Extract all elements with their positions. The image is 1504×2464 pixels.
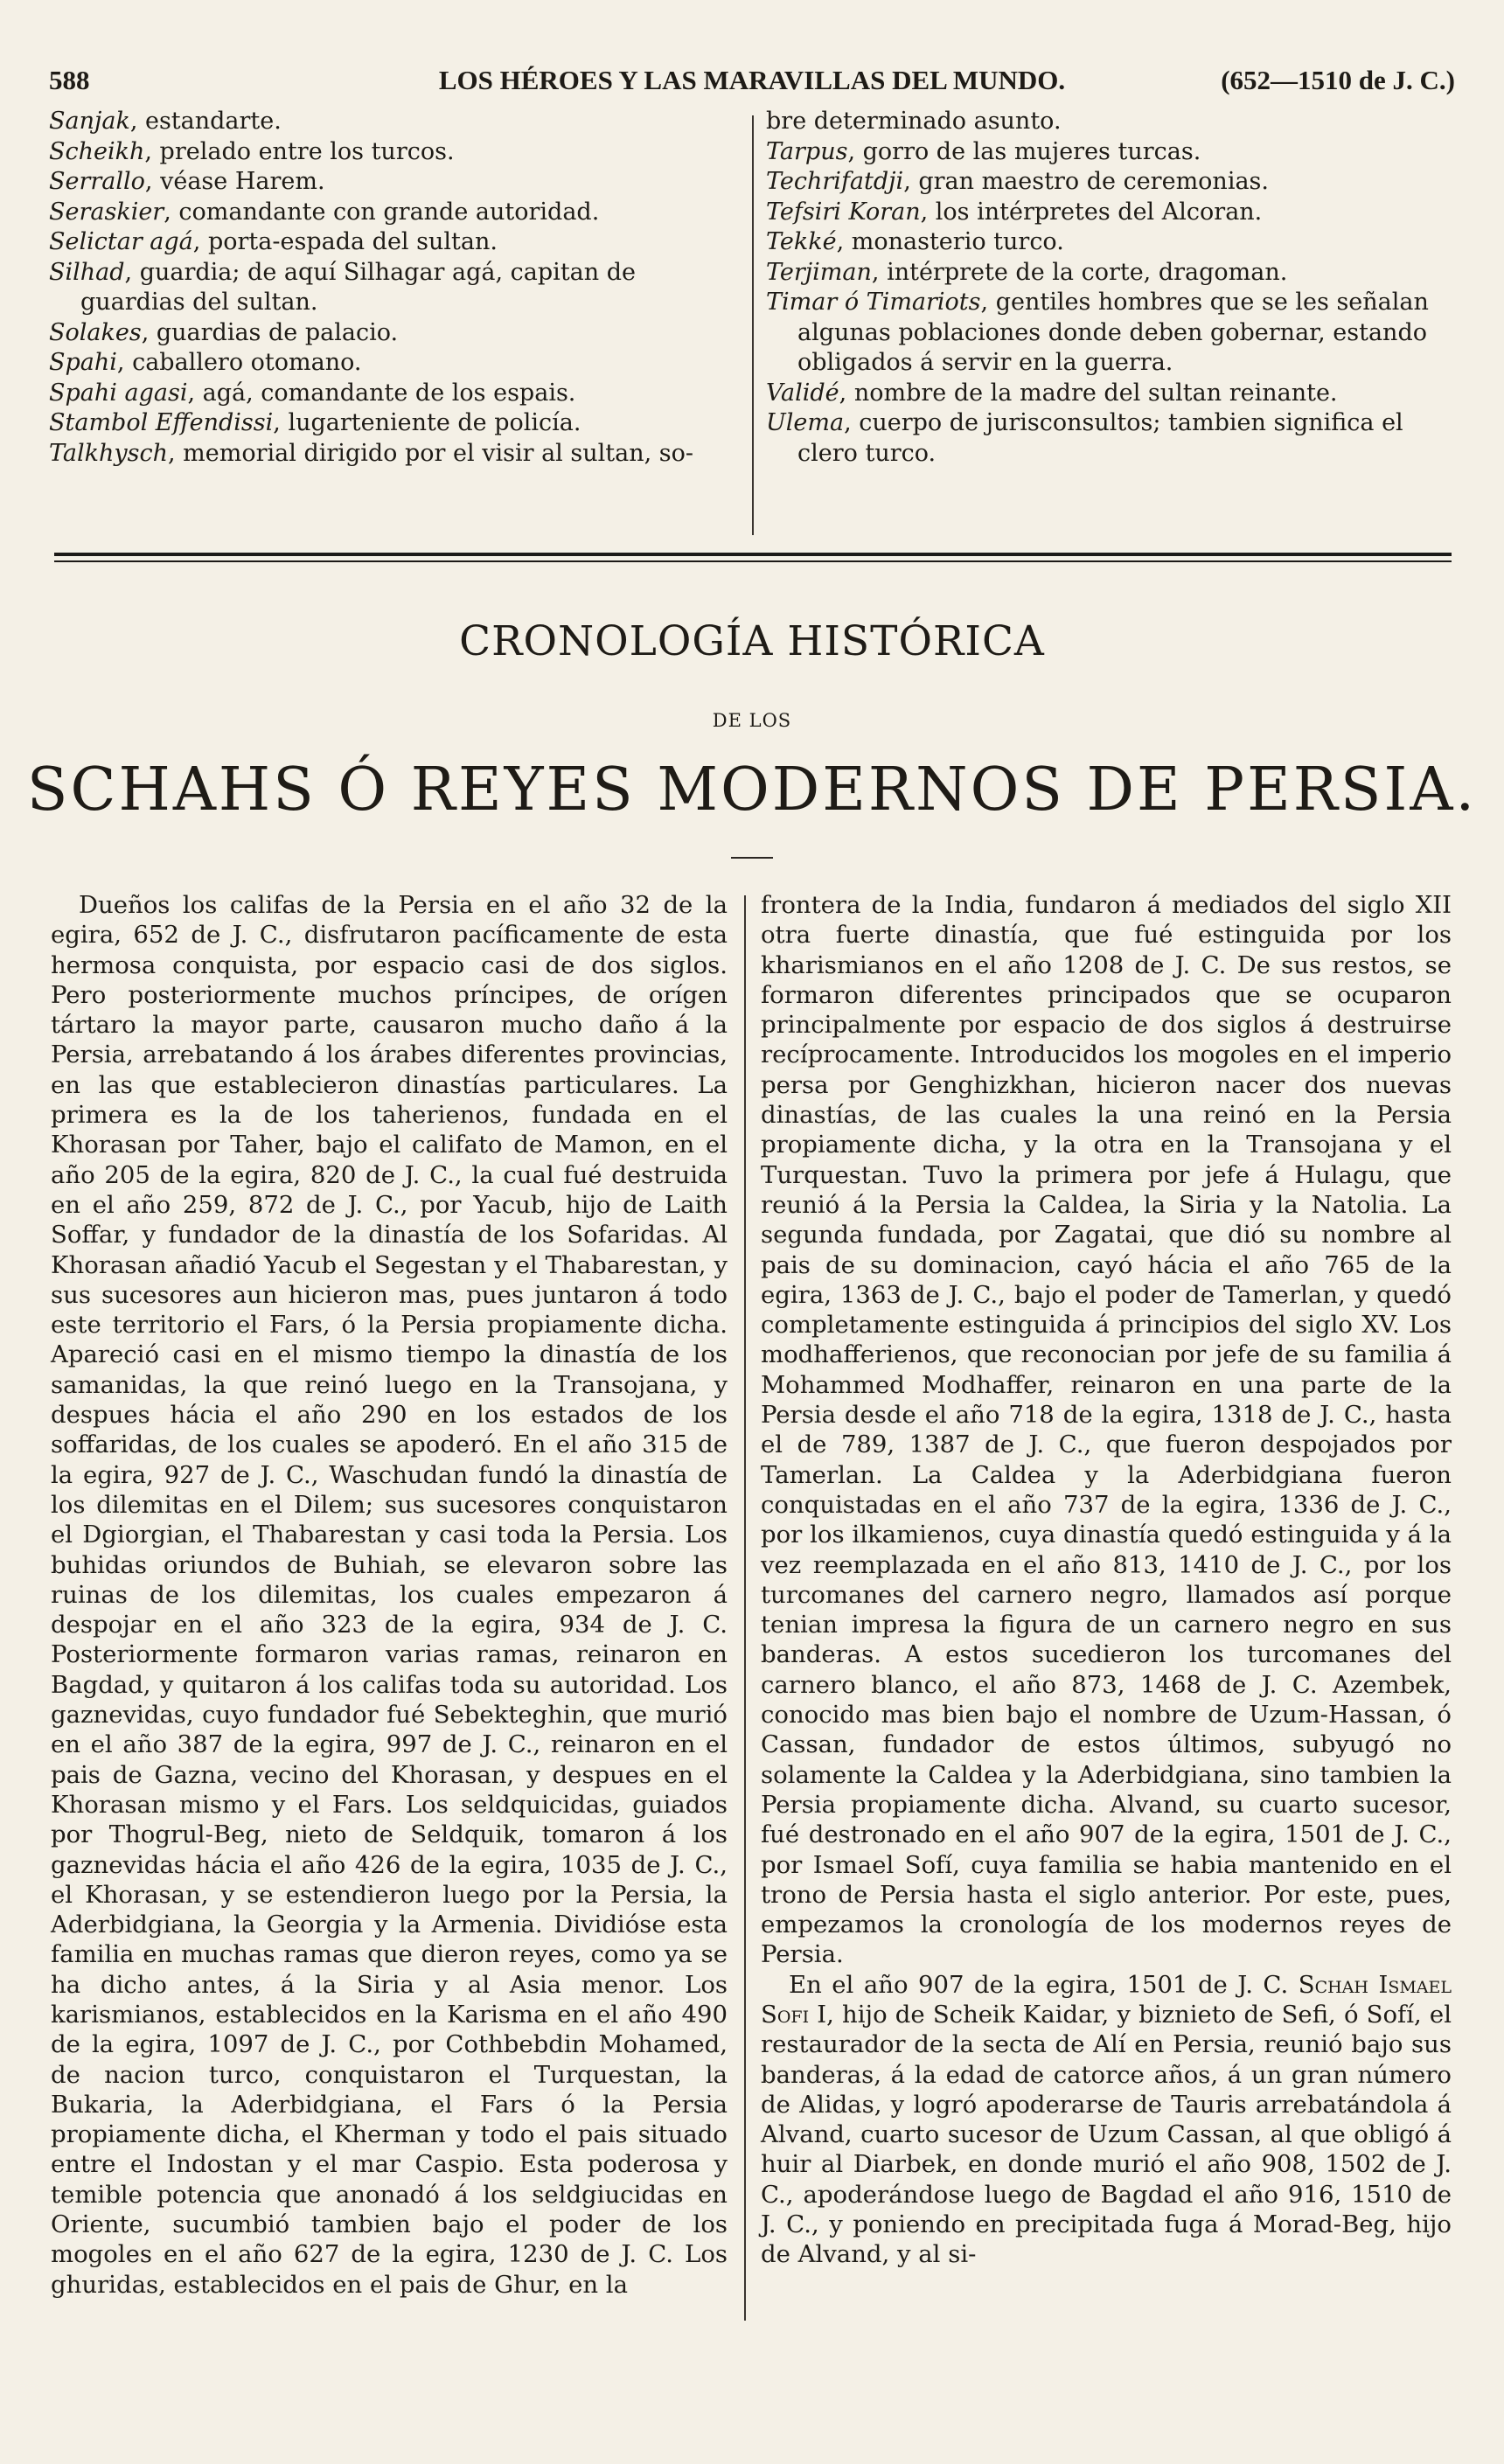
running-dates: (652—1510 de J. C.): [1221, 65, 1455, 95]
glossary-entry: Timar ó Timariots, gentiles hombres que se les señalan algunas poblaciones donde deben gobernar, estando obligados á servir en la guerra.: [766, 289, 1429, 376]
glossary-entry: Selictar agá, porta-espada del sultan.: [49, 228, 498, 255]
glossary-left-column: [49, 107, 740, 469]
section-title: CRONOLOGÍA HISTÓRICA: [459, 617, 1045, 665]
section-divider-thin: [54, 560, 1452, 562]
section-divider-thick: [54, 553, 1452, 556]
body-paragraph: frontera de la India, fundaron á mediados del siglo XII otra fuerte dinastía, que fué estinguida por los kharismianos en el año 1208 de J. C. De sus restos, se formaron diferentes principados que se ocuparon principalmente por espacio de dos siglos á destruirse recíprocamente. Introducidos los mogoles en el imperio persa por Genghizkhan, hicieron nacer dos nuevas dinastías, de las cuales la una reinó en la Persia propiamente dicha, y la otra en la Transojana y el Turquestan. Tuvo la primera por jefe á Hulagu, que reunió á la Persia la Caldea, la Siria y la Natolia. La segunda fundada, por Zagatai, que dió su nombre al pais de su dominacion, cayó hácia el año 765 de la egira, 1363 de J. C., bajo el poder de Tamerlan, y quedó completamente estinguida á principios del siglo XV. Los modhafferienos, que reconocian por jefe de su familia á Mohammed Modhaffer, reinaron en una parte de la Persia desde el año 718 de la egira, 1318 de J. C., hasta el de 789, 1387 de J. C., que fueron despojados por Tamerlan. La Caldea y la Aderbidgiana fueron conquistadas en el año 737 de la egira, 1336 de J. C., por los ilkamienos, cuya dinastía quedó estinguida y á la vez reemplazada en el año 813, 1410 de J. C., por los turcomanes del carnero negro, llamados así porque tenian impresa la figura de un carnero negro en sus banderas. A estos sucedieron los turcomanes del carnero blanco, el año 873, 1468 de J. C. Azembek, conocido mas bien bajo el nombre de Uzum-Hassan, ó Cassan, fundador de estos últimos, subyugó no solamente la Caldea y la Aderbidgiana, sino tambien la Persia propiamente dicha. Alvand, su cuarto sucesor, fué destronado en el año 907 de la egira, 1501 de J. C., por Ismael Sofí, cuya familia se habia mantenido en el trono de Persia hasta el siglo anterior. Por este, pues, empezamos la cronología de los modernos reyes de Persia.: [761, 891, 1452, 1969]
glossary-entry: Serrallo, véase Harem.: [49, 168, 325, 195]
glossary-entry: Techrifatdji, gran maestro de ceremonias.: [766, 168, 1269, 195]
glossary-right-column: [766, 107, 1455, 469]
glossary-entry: Ulema, cuerpo de jurisconsultos; tambien significa el clero turco.: [766, 409, 1403, 467]
glossary-entry: Tefsiri Koran, los intérpretes del Alcoran.: [766, 198, 1263, 226]
body-left-column: [51, 890, 728, 2300]
body-paragraph: En el año 907 de la egira, 1501 de J. C. Schah Ismael Sofi I, hijo de Scheik Kaidar, y biznieto de Sefi, ó Sofí, el restaurador de la secta de Alí en Persia, reunió bajo sus banderas, á la edad de catorce años, á un gran número de Alidas, y logró apoderarse de Tauris arrebatándola á Alvand, cuarto sucesor de Uzum Cassan, al que obligó á huir al Diarbek, en donde murió el año 908, 1502 de J. C., apoderándose luego de Bagdad el año 916, 1510 de J. C., y poniendo en precipitada fuga á Morad-Beg, hijo de Alvand, y al si-: [761, 1970, 1452, 2269]
page-number: 588: [49, 65, 90, 95]
glossary-entry: Tekké, monasterio turco.: [766, 228, 1064, 255]
glossary-entry: Sanjak, estandarte.: [49, 108, 282, 135]
running-head: [49, 52, 1455, 105]
section-preposition: DE LOS: [712, 710, 792, 731]
schah-name: Schah Ismael Sofi I: [761, 1970, 1452, 2029]
glossary-entry: bre determinado asunto.: [766, 108, 1062, 135]
body-right-column: [761, 890, 1452, 2270]
glossary-entry: Seraskier, comandante con grande autoridad.: [49, 198, 600, 226]
glossary-entry: Spahi, caballero otomano.: [49, 349, 362, 376]
glossary-entry: Terjiman, intérprete de la corte, dragoman.: [766, 258, 1288, 286]
glossary-entry: Tarpus, gorro de las mujeres turcas.: [766, 137, 1201, 165]
glossary-entry: Silhad, guardia; de aquí Silhagar agá, capitan de guardias del sultan.: [49, 258, 637, 316]
heading-underline: [731, 857, 773, 859]
glossary-column-rule: [752, 115, 754, 535]
glossary-entry: Scheikh, prelado entre los turcos.: [49, 137, 455, 165]
glossary-entry: Validé, nombre de la madre del sultan reinante.: [766, 379, 1338, 407]
glossary-entry: Solakes, guardias de palacio.: [49, 318, 399, 346]
glossary-entry: Talkhysch, memorial dirigido por el visir al sultan, so-: [49, 439, 694, 467]
glossary-entry: Stambol Effendissi, lugarteniente de policía.: [49, 409, 581, 436]
body-column-rule: [744, 895, 746, 2321]
body-paragraph: Dueños los califas de la Persia en el año 32 de la egira, 652 de J. C., disfrutaron pacíficamente de esta hermosa conquista, por espacio casi de dos siglos. Pero posteriormente muchos príncipes, de orígen tártaro la mayor parte, causaron mucho daño á la Persia, arrebatando á los árabes diferentes provincias, en las que establecieron dinastías particulares. La primera es la de los taherienos, fundada en el Khorasan por Taher, bajo el califato de Mamon, en el año 205 de la egira, 820 de J. C., la cual fué destruida en el año 259, 872 de J. C., por Yacub, hijo de Laith Soffar, y fundador de la dinastía de los Sofaridas. Al Khorasan añadió Yacub el Segestan y el Thabarestan, y sus sucesores aun hicieron mas, pues juntaron á todo este territorio el Fars, ó la Persia propiamente dicha. Apareció casi en el mismo tiempo la dinastía de los samanidas, la que reinó luego en la Transojana, y despues hácia el año 290 en los estados de los soffaridas, de los cuales se apoderó. En el año 315 de la egira, 927 de J. C., Waschudan fundó la dinastía de los dilemitas en el Dilem; sus sucesores conquistaron el Dgiorgian, el Thabarestan y casi toda la Persia. Los buhidas oriundos de Buhiah, se elevaron sobre las ruinas de los dilemitas, los cuales empezaron á despojar en el año 323 de la egira, 934 de J. C. Posteriormente formaron varias ramas, reinaron en Bagdad, y quitaron á los califas toda su autoridad. Los gaznevidas, cuyo fundador fué Sebekteghin, que murió en el año 387 de la egira, 997 de J. C., reinaron en el pais de Gazna, vecino del Khorasan, y despues en el Khorasan mismo y el Fars. Los seldquicidas, guiados por Thogrul-Beg, nieto de Seldquik, tomaron á los gaznevidas hácia el año 426 de la egira, 1035 de J. C., el Khorasan, y se estendieron luego por la Persia, la Aderbidgiana, la Georgia y la Armenia. Dividióse esta familia en muchas ramas que dieron reyes, como ya se ha dicho antes, á la Siria y al Asia menor. Los karismianos, establecidos en la Karisma en el año 490 de la egira, 1097 de J. C., por Cothbebdin Mohamed, de nacion turco, conquistaron el Turquestan, la Bukaria, la Aderbidgiana, el Fars ó la Persia propiamente dicha, el Kherman y todo el pais situado entre el Indostan y el mar Caspio. Esta poderosa y temible potencia que anonadó á los seldgiucidas en Oriente, sucumbió tambien bajo el poder de los mogoles en el año 627 de la egira, 1230 de J. C. Los ghuridas, establecidos en el pais de Ghur, en la: [51, 891, 728, 2299]
glossary-entry: Spahi agasi, agá, comandante de los espais.: [49, 379, 576, 407]
section-main-heading: SCHAHS Ó REYES MODERNOS DE PERSIA.: [26, 755, 1478, 825]
running-title: LOS HÉROES Y LAS MARAVILLAS DEL MUNDO.: [438, 65, 1066, 95]
